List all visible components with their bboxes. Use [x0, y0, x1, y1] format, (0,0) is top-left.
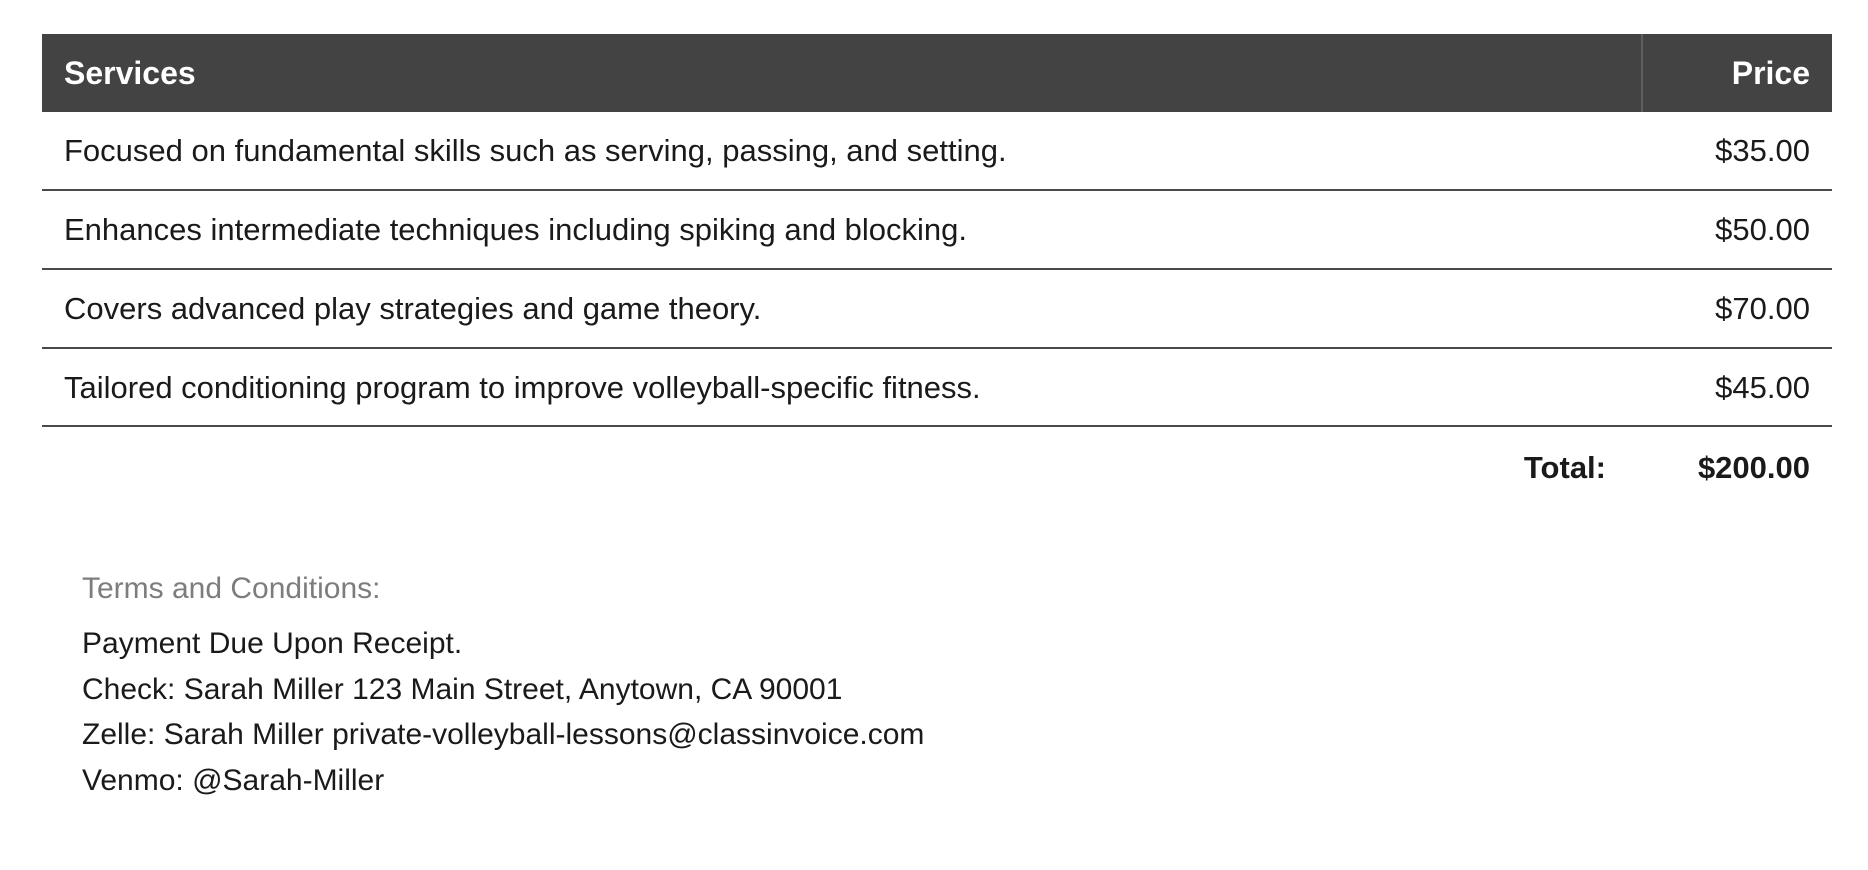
terms-and-conditions-section	[82, 566, 1828, 803]
total-label: Total:	[1523, 450, 1606, 486]
service-price: $70.00	[1642, 269, 1832, 348]
table-row	[42, 190, 1832, 269]
service-price: $50.00	[1642, 190, 1832, 269]
service-description: Covers advanced play strategies and game theory.	[42, 269, 1642, 348]
terms-line-check: Check: Sarah Miller 123 Main Street, Anytown, CA 90001	[82, 672, 843, 706]
column-header-services: Services	[42, 34, 1642, 112]
terms-line-payment-due: Payment Due Upon Receipt.	[82, 627, 463, 661]
service-price: $35.00	[1642, 112, 1832, 190]
services-price-table	[42, 34, 1832, 506]
column-header-price: Price	[1642, 34, 1832, 112]
table-row	[42, 112, 1832, 190]
service-description: Tailored conditioning program to improve volleyball-specific fitness.	[42, 348, 1642, 427]
terms-line-zelle: Zelle: Sarah Miller private-volleyball-lessons@classinvoice.com	[82, 718, 925, 752]
table-row	[42, 348, 1832, 427]
table-body	[42, 112, 1832, 506]
table-row	[42, 269, 1832, 348]
table-header	[42, 34, 1832, 112]
total-row	[42, 426, 1832, 506]
service-description: Enhances intermediate techniques including spiking and blocking.	[42, 190, 1642, 269]
service-description: Focused on fundamental skills such as serving, passing, and setting.	[42, 112, 1642, 190]
terms-line-venmo: Venmo: @Sarah-Miller	[82, 763, 385, 797]
total-amount: $200.00	[1697, 450, 1810, 486]
terms-heading: Terms and Conditions:	[82, 572, 381, 606]
service-price: $45.00	[1642, 348, 1832, 427]
table-header-row	[42, 34, 1832, 112]
